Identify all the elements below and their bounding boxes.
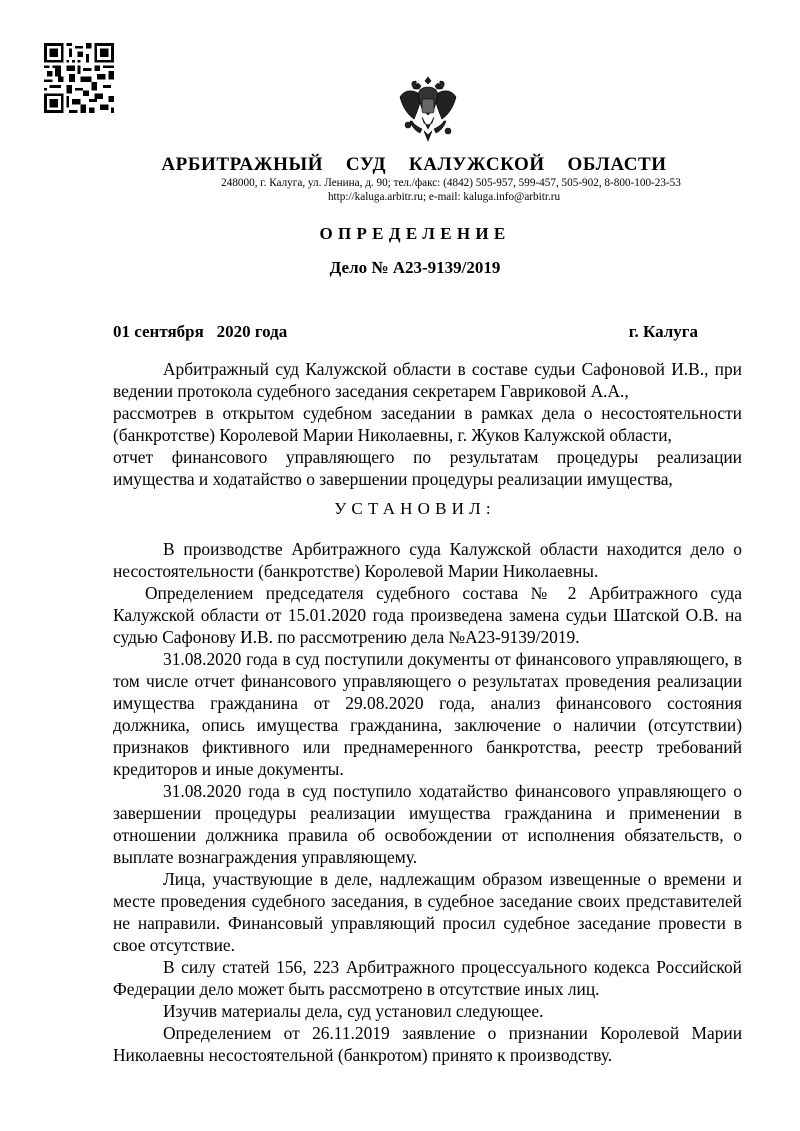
document-city: г. Калуга	[628, 322, 698, 341]
intro-line: отчет финансового управляющего по результатам процедуры реализации	[113, 447, 742, 467]
court-address: 248000, г. Калуга, ул. Ленина, д. 90; тел./факс: (4842) 505-957, 599-457, 505-902, 8-800-100-23-53	[221, 177, 681, 189]
court-name: АРБИТРАЖНЫЙ СУД КАЛУЖСКОЙ ОБЛАСТИ	[161, 154, 667, 175]
body-paragraph: В производстве Арбитражного суда Калужской области находится дело о несостоятельности (банкротстве) Королевой Марии Николаевны.	[113, 539, 742, 581]
body-paragraph: 31.08.2020 года в суд поступило ходатайство финансового управляющего о завершении процедуры реализации имущества гражданина и применении в отношении должника правила об освобождении от исполнения обязательств, о выплате вознаграждения управляющему.	[113, 781, 742, 867]
document-type-title: ОПРЕДЕЛЕНИЕ	[319, 224, 511, 243]
qr-code	[44, 43, 114, 113]
coat-of-arms-emblem	[396, 75, 460, 143]
section-heading-established: УСТАНОВИЛ:	[334, 499, 496, 518]
body-paragraph: Определением председателя судебного состава № 2 Арбитражного суда Калужской области от 15.01.2020 года произведена замена судьи Шатской О.В. на судью Сафонову И.В. по рассмотрению дела №А23-9139/2019.	[113, 583, 742, 647]
body-paragraph: Изучив материалы дела, суд установил следующее.	[163, 1001, 544, 1021]
case-number: Дело № А23-9139/2019	[329, 258, 501, 277]
date-place-row	[113, 322, 698, 342]
intro-line: имущества и ходатайство о завершении процедуры реализации имущества,	[113, 469, 673, 489]
body-paragraph: Лица, участвующие в деле, надлежащим образом извещенные о времени и месте проведения судебного заседания, в судебное заседание своих представителей не направили. Финансовый управляющий просил судебное заседание провести в свое отсутствие.	[113, 869, 742, 955]
intro-line: Арбитражный суд Калужской области в составе судьи Сафоновой И.В., при	[163, 359, 742, 379]
body-paragraph: Определением от 26.11.2019 заявление о признании Королевой Марии Николаевны несостоятельной (банкротом) принято к производству.	[113, 1023, 742, 1065]
intro-line: ведении протокола судебного заседания секретарем Гавриковой А.А.,	[113, 381, 629, 401]
document-date: 01 сентября 2020 года	[113, 322, 288, 341]
intro-line: рассмотрев в открытом судебном заседании в рамках дела о несостоятельности	[113, 403, 742, 423]
intro-line: (банкротстве) Королевой Марии Николаевны, г. Жуков Калужской области,	[113, 425, 672, 445]
body-paragraph: В силу статей 156, 223 Арбитражного процессуального кодекса Российской Федерации дело может быть рассмотрено в отсутствие иных лиц.	[113, 957, 742, 999]
court-contacts: http://kaluga.arbitr.ru; e-mail: kaluga.info@arbitr.ru	[327, 191, 561, 203]
body-paragraph: 31.08.2020 года в суд поступили документы от финансового управляющего, в том числе отчет финансового управляющего о результатах проведения реализации имущества гражданина от 29.08.2020 года, анализ финансового состояния должника, опись имущества гражданина, заключение о наличии (отсутствии) признаков фиктивного или преднамеренного банкротства, реестр требований кредиторов и иные документы.	[113, 649, 742, 779]
intro-paragraph	[113, 358, 742, 490]
document-body	[113, 538, 742, 1066]
